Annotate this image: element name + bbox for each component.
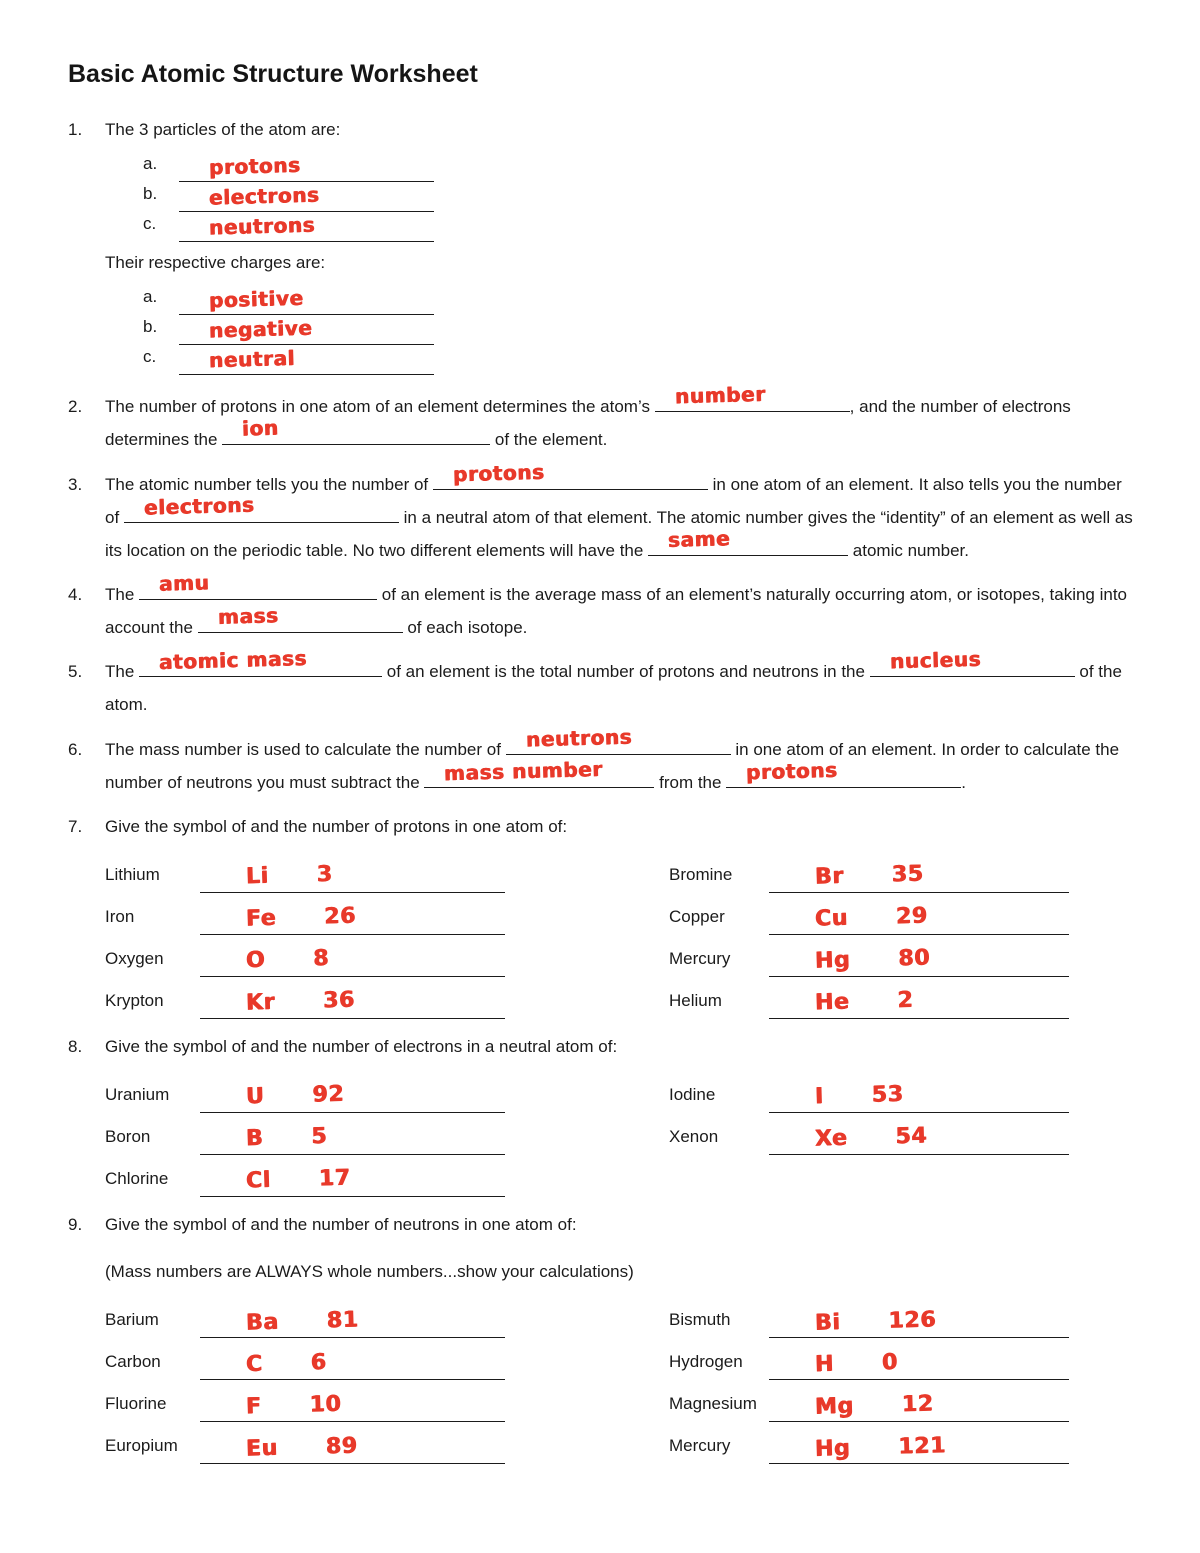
question-3-number: 3. xyxy=(68,474,83,494)
element-number: 36 xyxy=(322,987,356,1014)
answer-blank xyxy=(200,1300,505,1338)
element-number: 92 xyxy=(312,1081,345,1108)
question-3-text xyxy=(105,459,1134,567)
answer-blank xyxy=(200,897,505,935)
text-segment: in one atom of an element. In order to calculate the number of neutrons you must subtract the xyxy=(105,739,1120,792)
text-segment: . xyxy=(961,772,966,792)
handwritten-answer xyxy=(814,854,924,900)
answer-blank xyxy=(200,981,505,1019)
handwritten-answer: electrons xyxy=(208,182,320,210)
sub-label: a. xyxy=(143,154,158,173)
question-2 xyxy=(68,382,1134,456)
text-segment: of the element. xyxy=(490,430,608,450)
answer-blank xyxy=(200,855,505,893)
element-number: 53 xyxy=(871,1081,904,1108)
question-6-number: 6. xyxy=(68,739,83,759)
element-row xyxy=(669,1071,1069,1113)
element-symbol: Ba xyxy=(245,1309,280,1336)
element-label: Krypton xyxy=(105,990,164,1010)
handwritten-answer xyxy=(245,1116,327,1161)
handwritten-answer xyxy=(245,980,355,1026)
question-3 xyxy=(68,459,1134,567)
element-label: Iron xyxy=(105,906,135,926)
element-label: Mercury xyxy=(669,948,731,968)
handwritten-answer: protons xyxy=(208,152,301,180)
handwritten-answer: atomic mass xyxy=(158,646,308,675)
handwritten-answer xyxy=(814,937,930,983)
element-symbol: U xyxy=(245,1084,265,1110)
element-number: 81 xyxy=(326,1306,359,1333)
text-segment: of an element is the average mass of an element’s naturally occurring atom, or isotopes, taking into account the xyxy=(105,584,1128,638)
text-segment: The xyxy=(105,662,140,682)
sub-label: a. xyxy=(143,287,158,307)
element-label: Mercury xyxy=(669,1436,731,1456)
handwritten-answer: nucleus xyxy=(889,646,982,674)
answer-blank xyxy=(139,646,382,677)
text-segment: of the atom. xyxy=(105,662,1122,715)
handwritten-answer: positive xyxy=(208,285,304,313)
sub-label: c. xyxy=(143,347,157,367)
element-symbol: Cl xyxy=(245,1167,272,1194)
question-9-text: Give the symbol of and the number of neutrons in one atom of: xyxy=(105,1215,577,1235)
text-segment: The number of protons in one atom of an element determines the atom’s xyxy=(105,397,655,417)
element-number: 3 xyxy=(316,861,333,888)
question-7 xyxy=(68,810,1134,1019)
sub-label: b. xyxy=(143,184,158,203)
question-5-text xyxy=(105,646,1134,721)
element-symbol: Li xyxy=(245,863,270,890)
element-symbol: Mg xyxy=(814,1393,855,1420)
left-column xyxy=(105,1071,505,1197)
handwritten-answer: neutrons xyxy=(525,724,633,752)
answer-blank xyxy=(726,757,961,787)
handwritten-answer: electrons xyxy=(143,492,255,520)
left-column xyxy=(105,851,505,1019)
charges-prompt: Their respective charges are: xyxy=(105,253,326,273)
element-symbol: Eu xyxy=(245,1435,279,1462)
handwritten-answer: neutrons xyxy=(208,212,316,240)
handwritten-answer: number xyxy=(674,382,766,409)
element-row xyxy=(669,1113,1069,1155)
handwritten-answer: mass xyxy=(217,603,279,629)
right-column xyxy=(669,1296,1069,1464)
handwritten-answer: same xyxy=(667,525,731,552)
element-label: Lithium xyxy=(105,864,160,884)
sub-label: c. xyxy=(143,214,157,233)
text-segment: The atomic number tells you the number of xyxy=(105,474,433,494)
element-row xyxy=(669,935,1069,977)
element-label: Hydrogen xyxy=(669,1352,743,1372)
element-label: Bromine xyxy=(669,864,733,884)
text-segment: atomic number. xyxy=(848,540,969,560)
element-symbol: Hg xyxy=(814,1435,851,1462)
element-symbol: He xyxy=(814,989,850,1016)
question-9-number: 9. xyxy=(68,1215,83,1235)
question-4 xyxy=(68,570,1134,644)
element-symbol: F xyxy=(245,1393,262,1419)
answer-blank xyxy=(655,382,850,412)
question-4-text xyxy=(105,570,1134,644)
element-row xyxy=(105,1422,505,1464)
text-segment: The mass number is used to calculate the number of xyxy=(105,739,506,759)
question-6-text xyxy=(105,724,1134,799)
element-symbol: B xyxy=(245,1125,264,1152)
answer-blank xyxy=(200,1384,505,1422)
question-7-answers xyxy=(105,851,1134,1019)
element-label: Fluorine xyxy=(105,1394,167,1414)
question-5-number: 5. xyxy=(68,662,83,682)
handwritten-answer: protons xyxy=(452,459,545,486)
question-7-number: 7. xyxy=(68,816,83,836)
element-label: Helium xyxy=(669,990,722,1010)
element-symbol: C xyxy=(245,1351,264,1377)
element-number: 17 xyxy=(318,1165,352,1192)
element-row xyxy=(105,1338,505,1380)
element-label: Bismuth xyxy=(669,1310,731,1330)
handwritten-answer: ion xyxy=(241,415,280,441)
question-2-text xyxy=(105,382,1134,456)
handwritten-answer xyxy=(245,1383,342,1429)
answer-blank xyxy=(769,981,1069,1019)
element-symbol: H xyxy=(814,1351,835,1377)
element-row xyxy=(669,1338,1069,1380)
answer-blank xyxy=(200,1075,505,1113)
answer-blank xyxy=(200,939,505,977)
question-8-number: 8. xyxy=(68,1036,83,1056)
right-column xyxy=(669,1071,1069,1197)
answer-blank xyxy=(769,897,1069,935)
element-number: 10 xyxy=(309,1391,342,1418)
question-1 xyxy=(68,113,1134,379)
handwritten-answer: neutral xyxy=(208,346,296,373)
answer-blank xyxy=(769,939,1069,977)
text-segment: of an element is the total number of protons and neutrons in the xyxy=(382,662,870,682)
handwritten-answer xyxy=(814,1341,898,1386)
left-column xyxy=(105,1296,505,1464)
answer-blank xyxy=(124,492,399,522)
element-row xyxy=(669,1296,1069,1338)
handwritten-answer: negative xyxy=(208,315,313,343)
element-symbol: Cu xyxy=(814,905,849,932)
handwritten-answer xyxy=(814,1299,936,1345)
element-number: 35 xyxy=(891,861,924,888)
element-number: 29 xyxy=(895,903,929,930)
element-label: Magnesium xyxy=(669,1394,757,1414)
element-symbol: Br xyxy=(814,863,845,890)
handwritten-answer xyxy=(245,1425,358,1471)
element-row xyxy=(105,935,505,977)
answer-blank xyxy=(769,1117,1069,1155)
question-2-number: 2. xyxy=(68,397,83,417)
element-row xyxy=(105,977,505,1019)
question-5 xyxy=(68,646,1134,721)
element-symbol: Bi xyxy=(814,1309,841,1336)
element-number: 6 xyxy=(310,1349,327,1375)
element-label: Carbon xyxy=(105,1352,161,1372)
handwritten-answer xyxy=(814,1425,946,1472)
question-9 xyxy=(68,1208,1134,1464)
handwritten-answer xyxy=(814,1116,927,1162)
element-row xyxy=(105,1113,505,1155)
element-label: Oxygen xyxy=(105,948,164,968)
element-number: 8 xyxy=(312,945,330,972)
element-row xyxy=(105,1155,505,1197)
element-number: 54 xyxy=(895,1123,928,1150)
handwritten-answer: amu xyxy=(158,570,210,596)
text-segment: The xyxy=(105,584,140,604)
element-symbol: I xyxy=(814,1084,825,1110)
question-9-note: (Mass numbers are ALWAYS whole numbers...show your calculations) xyxy=(105,1262,634,1282)
question-9-answers xyxy=(105,1296,1134,1464)
text-segment: , and the number of electrons determines the xyxy=(105,397,1071,450)
question-6 xyxy=(68,724,1134,799)
charges-answer-list xyxy=(143,285,1134,375)
handwritten-answer xyxy=(814,1383,934,1429)
element-symbol: Hg xyxy=(814,947,851,974)
element-label: Uranium xyxy=(105,1084,170,1104)
answer-blank xyxy=(769,855,1069,893)
element-row xyxy=(669,851,1069,893)
answer-blank xyxy=(179,348,434,375)
answer-blank xyxy=(179,212,434,242)
answer-blank xyxy=(222,415,490,445)
element-row xyxy=(669,1422,1069,1464)
element-number: 121 xyxy=(897,1432,947,1459)
handwritten-answer xyxy=(245,854,333,899)
handwritten-answer: protons xyxy=(745,757,839,784)
element-label: Copper xyxy=(669,906,725,926)
answer-blank xyxy=(769,1342,1069,1380)
element-row xyxy=(105,1296,505,1338)
element-label: Barium xyxy=(105,1310,159,1330)
element-symbol: Xe xyxy=(814,1125,848,1152)
element-number: 126 xyxy=(888,1306,937,1334)
answer-blank xyxy=(769,1300,1069,1338)
element-row xyxy=(105,851,505,893)
question-1-text: The 3 particles of the atom are: xyxy=(105,120,341,139)
element-number: 26 xyxy=(323,903,357,930)
element-symbol: Fe xyxy=(245,905,277,932)
handwritten-answer xyxy=(245,1341,327,1386)
text-segment: of each isotope. xyxy=(402,618,528,638)
answer-row xyxy=(143,212,1134,242)
answer-blank xyxy=(198,603,403,633)
handwritten-answer xyxy=(814,896,928,942)
element-number: 5 xyxy=(310,1124,328,1150)
right-column xyxy=(669,851,1069,1019)
answer-blank xyxy=(769,1426,1069,1464)
element-symbol: O xyxy=(245,947,266,974)
element-symbol: Kr xyxy=(245,989,276,1016)
element-label: Chlorine xyxy=(105,1168,169,1188)
element-label: Boron xyxy=(105,1126,151,1146)
element-label: Iodine xyxy=(669,1084,716,1104)
answer-blank xyxy=(200,1159,505,1197)
question-8 xyxy=(68,1030,1134,1197)
handwritten-answer xyxy=(245,1158,351,1204)
element-number: 12 xyxy=(901,1390,934,1417)
answer-blank xyxy=(200,1342,505,1380)
question-7-text: Give the symbol of and the number of protons in one atom of: xyxy=(105,816,568,836)
handwritten-answer xyxy=(245,1074,344,1120)
element-row xyxy=(669,893,1069,935)
answer-row xyxy=(143,345,1134,375)
element-number: 0 xyxy=(881,1349,899,1375)
element-row xyxy=(105,1071,505,1113)
handwritten-answer xyxy=(245,896,356,942)
sub-label: b. xyxy=(143,317,158,337)
element-number: 2 xyxy=(897,987,914,1014)
answer-blank xyxy=(769,1075,1069,1113)
question-8-answers xyxy=(105,1071,1134,1197)
answer-blank xyxy=(648,525,848,556)
element-row xyxy=(105,1380,505,1422)
handwritten-answer xyxy=(814,980,914,1026)
answer-blank xyxy=(870,646,1075,677)
answer-blank xyxy=(769,1384,1069,1422)
answer-blank xyxy=(200,1117,505,1155)
question-4-number: 4. xyxy=(68,584,83,604)
element-label: Europium xyxy=(105,1436,178,1456)
text-segment: from the xyxy=(654,772,727,792)
handwritten-answer: mass number xyxy=(444,756,604,785)
element-number: 80 xyxy=(897,945,931,972)
handwritten-answer xyxy=(245,1299,359,1345)
element-number: 89 xyxy=(325,1432,359,1459)
worksheet-title: Basic Atomic Structure Worksheet xyxy=(68,60,478,88)
text-segment: in one atom of an element. It also tells you the number of xyxy=(105,474,1122,527)
element-label: Xenon xyxy=(669,1126,719,1146)
question-8-text: Give the symbol of and the number of electrons in a neutral atom of: xyxy=(105,1036,618,1056)
element-row xyxy=(669,977,1069,1019)
question-1-number: 1. xyxy=(68,120,83,139)
element-row xyxy=(669,1380,1069,1422)
answer-blank xyxy=(200,1426,505,1464)
element-row xyxy=(105,893,505,935)
answer-blank xyxy=(433,459,708,489)
handwritten-answer xyxy=(245,938,329,983)
particles-answer-list xyxy=(143,152,1134,242)
answer-blank xyxy=(424,756,654,787)
text-segment: in a neutral atom of that element. The atomic number gives the “identity” of an element as well as its location on the periodic table. No two different elements will have the xyxy=(105,507,1133,560)
handwritten-answer xyxy=(814,1074,904,1119)
